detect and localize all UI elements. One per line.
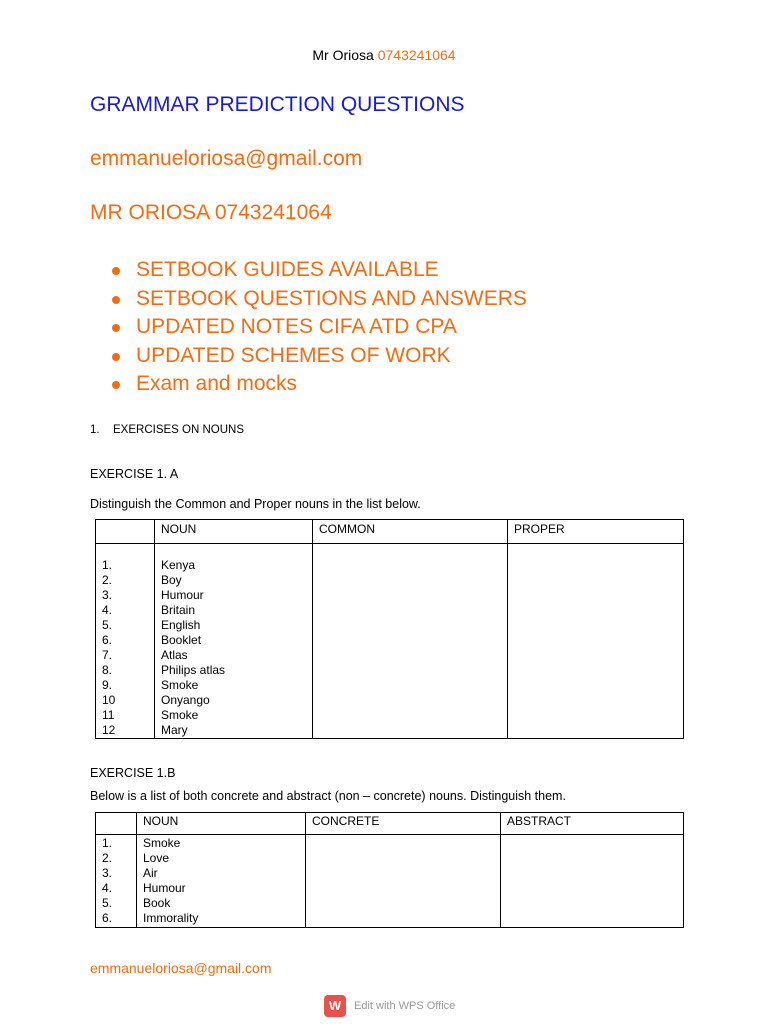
header-cell-common: COMMON (313, 520, 508, 544)
noun-item: Onyango (161, 693, 210, 707)
noun-item: English (161, 618, 201, 632)
row-number: 6. (102, 633, 113, 647)
noun-item: Britain (161, 603, 196, 617)
noun-item: Atlas (161, 648, 188, 662)
exercise-1b-table (95, 812, 684, 928)
exercise-1a-heading: EXERCISE 1. A (90, 467, 179, 481)
concrete-answer-cell[interactable] (306, 835, 501, 928)
abstract-answer-cell[interactable] (501, 835, 684, 928)
row-number: 1. (102, 558, 113, 572)
row-number: 7. (102, 648, 113, 662)
noun-item: Humour (161, 588, 204, 602)
footer-email[interactable]: emmanueloriosa@gmail.com (90, 960, 272, 976)
row-number: 2. (102, 573, 113, 587)
contact-email[interactable]: emmanueloriosa@gmail.com (90, 147, 363, 170)
exercise-1a-table (95, 519, 684, 739)
table-row (96, 544, 684, 739)
noun-item: Boy (161, 573, 182, 587)
row-number: 1. (102, 836, 113, 850)
noun-item: Philips atlas (161, 663, 226, 677)
table-header-row (96, 520, 684, 544)
contact-line: MR ORIOSA 0743241064 (90, 201, 332, 224)
row-number: 4. (102, 603, 113, 617)
row-number: 10 (102, 693, 116, 707)
header-cell-number (96, 520, 155, 544)
offer-item: Exam and mocks (110, 370, 527, 399)
row-number: 11 (102, 708, 115, 722)
header-cell-noun: NOUN (155, 520, 313, 544)
row-number: 6. (102, 911, 113, 925)
noun-item: Smoke (143, 836, 181, 850)
header-cell-number (96, 813, 137, 835)
header-cell-noun: NOUN (137, 813, 306, 835)
common-answer-cell[interactable] (313, 544, 508, 739)
noun-item: Humour (143, 881, 186, 895)
row-number: 2. (102, 851, 113, 865)
offer-list (110, 256, 527, 399)
noun-item: Smoke (161, 678, 199, 692)
noun-item: Book (143, 896, 171, 910)
number-column (96, 544, 155, 739)
row-number: 12 (102, 723, 116, 737)
row-number: 4. (102, 881, 113, 895)
table-row (96, 835, 684, 928)
noun-item: Love (143, 851, 170, 865)
wps-label: Edit with WPS Office (354, 1000, 456, 1012)
offer-item: SETBOOK GUIDES AVAILABLE (110, 256, 527, 285)
noun-item: Smoke (161, 708, 199, 722)
exercise-1b-heading: EXERCISE 1.B (90, 766, 176, 780)
noun-column (155, 544, 313, 739)
page-title: GRAMMAR PREDICTION QUESTIONS (90, 93, 465, 116)
header-phone: 0743241064 (377, 47, 456, 63)
noun-item: Kenya (161, 558, 196, 572)
noun-item: Booklet (161, 633, 202, 647)
row-number: 8. (102, 663, 113, 677)
header-cell-concrete: CONCRETE (306, 813, 501, 835)
row-number: 5. (102, 896, 113, 910)
header-cell-abstract: ABSTRACT (501, 813, 684, 835)
noun-item: Mary (161, 723, 188, 737)
row-number: 5. (102, 618, 113, 632)
wps-edit-badge[interactable] (324, 994, 455, 1018)
offer-item: UPDATED SCHEMES OF WORK (110, 342, 527, 371)
header-name: Mr Oriosa (312, 47, 374, 63)
exercise-1a-instruction: Distinguish the Common and Proper nouns in the list below. (90, 497, 421, 511)
offer-item: SETBOOK QUESTIONS AND ANSWERS (110, 285, 527, 314)
row-number: 3. (102, 588, 113, 602)
section-title: EXERCISES ON NOUNS (113, 424, 244, 436)
section-number: 1. (90, 424, 100, 436)
table-header-row (96, 813, 684, 835)
number-column (96, 835, 137, 928)
exercise-1b-instruction: Below is a list of both concrete and abstract (non – concrete) nouns. Distinguish them. (90, 789, 566, 803)
row-number: 3. (102, 866, 113, 880)
proper-answer-cell[interactable] (508, 544, 684, 739)
row-number: 9. (102, 678, 113, 692)
noun-item: Air (143, 866, 158, 880)
section-heading (90, 424, 244, 436)
header-cell-proper: PROPER (508, 520, 684, 544)
wps-logo-icon: W (324, 995, 346, 1017)
noun-column (137, 835, 306, 928)
offer-item: UPDATED NOTES CIFA ATD CPA (110, 313, 527, 342)
noun-item: Immorality (143, 911, 199, 925)
page-header (0, 47, 768, 63)
